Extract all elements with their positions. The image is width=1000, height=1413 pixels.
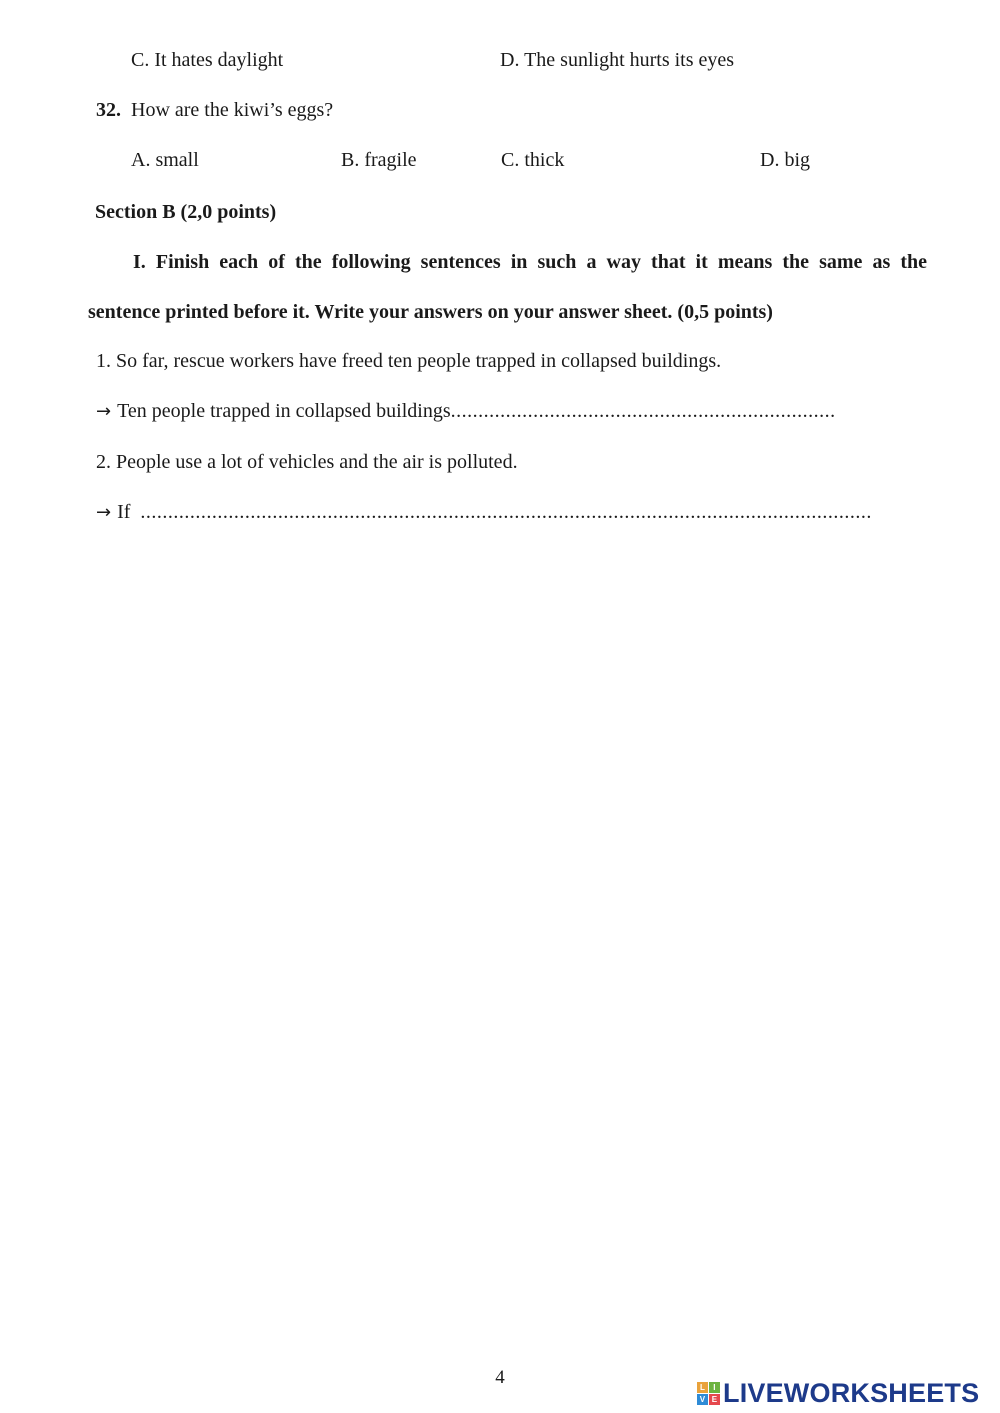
- arrow-icon: →: [96, 502, 112, 523]
- item-1-answer-line: [96, 399, 876, 424]
- answer-prompt: If: [117, 501, 131, 523]
- liveworksheets-logo[interactable]: [697, 1378, 979, 1409]
- answer-prompt: Ten people trapped in collapsed buildings: [117, 400, 451, 422]
- page-number: 4: [495, 1367, 505, 1388]
- brand-name: LIVEWORKSHEETS: [723, 1378, 980, 1408]
- question-32: [96, 98, 333, 122]
- q31-option-d: D. The sunlight hurts its eyes: [500, 49, 735, 71]
- q31-option-c: C. It hates daylight: [131, 49, 284, 71]
- section-b-heading: Section B (2,0 points): [95, 201, 277, 223]
- answer-blank[interactable]: ......................................................................: [450, 400, 836, 422]
- item-1-sentence: 1. So far, rescue workers have freed ten people trapped in collapsed buildings.: [96, 350, 722, 372]
- instruction-line-2: sentence printed before it. Write your answers on your answer sheet. (0,5 points): [88, 301, 773, 323]
- answer-blank[interactable]: .....................................................................................................................................: [140, 501, 872, 523]
- instruction-line-1: I. Finish each of the following sentences in such a way that it means the same as the: [133, 251, 927, 273]
- question-number: 32.: [96, 99, 121, 121]
- q32-option-b: B. fragile: [341, 149, 417, 171]
- arrow-icon: →: [96, 401, 112, 422]
- logo-letter: V: [697, 1394, 708, 1405]
- logo-letter: I: [709, 1382, 720, 1393]
- item-2-sentence: 2. People use a lot of vehicles and the air is polluted.: [96, 451, 518, 473]
- logo-letter: E: [709, 1394, 720, 1405]
- q32-option-c: C. thick: [501, 149, 565, 171]
- logo-letter: L: [697, 1382, 708, 1393]
- q32-option-d: D. big: [760, 149, 810, 171]
- q32-option-a: A. small: [131, 149, 199, 171]
- item-2-answer-line: [96, 500, 876, 525]
- logo-grid-icon: [697, 1382, 720, 1405]
- question-text: How are the kiwi’s eggs?: [131, 99, 334, 121]
